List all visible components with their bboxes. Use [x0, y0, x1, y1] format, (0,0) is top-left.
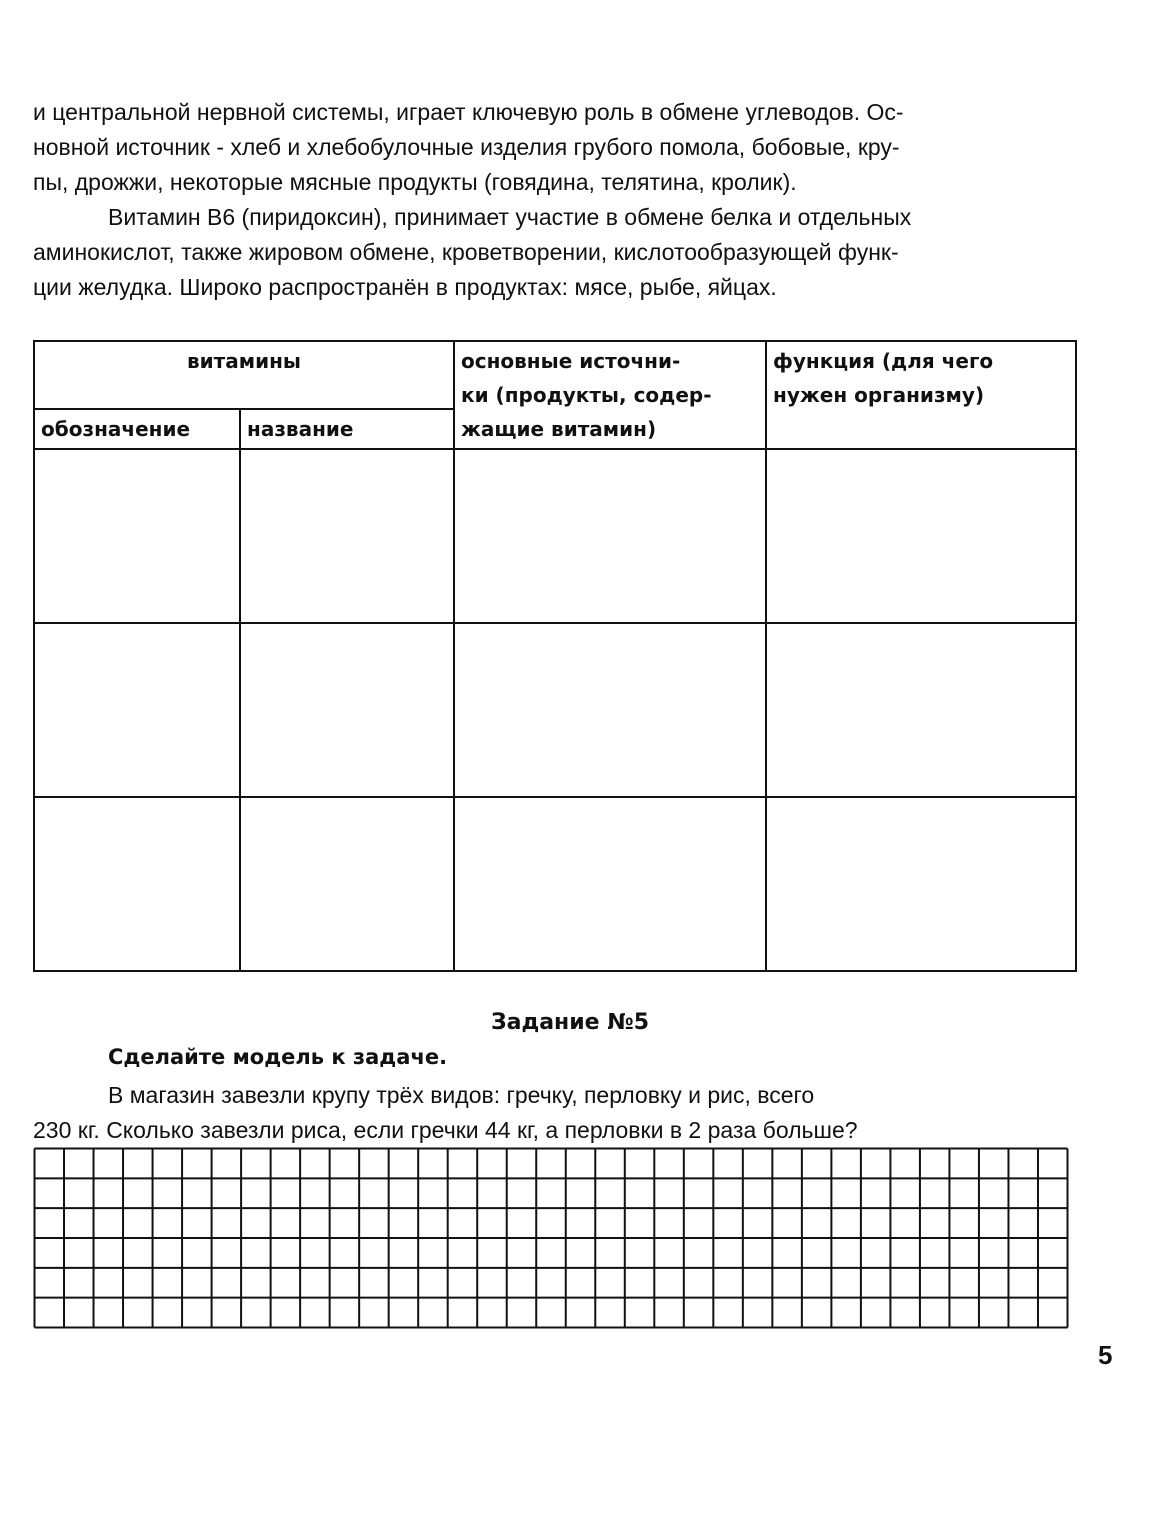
- vitamins-table: [33, 340, 1077, 972]
- header-line: ки (продукты, содер-: [461, 383, 712, 407]
- task-subtitle: Сделайте модель к задаче.: [108, 1045, 448, 1069]
- task-text: [33, 1078, 858, 1148]
- cell[interactable]: [34, 797, 240, 971]
- text-line: 230 кг. Сколько завезли риса, если гречки 44 кг, а перловки в 2 раза больше?: [33, 1117, 858, 1143]
- header-name: название: [240, 409, 454, 449]
- table-row: [34, 449, 1076, 623]
- header-designation: обозначение: [34, 409, 240, 449]
- cell[interactable]: [240, 797, 454, 971]
- header-line: жащие витамин): [461, 417, 657, 441]
- header-function: [766, 341, 1076, 449]
- header-line: основные источни-: [461, 349, 681, 373]
- text-line: ции желудка. Широко распространён в продуктах: мясе, рыбе, яйцах.: [33, 274, 777, 300]
- cell[interactable]: [240, 449, 454, 623]
- task-title: Задание №5: [490, 1010, 650, 1035]
- text-line: новной источник - хлеб и хлебобулочные изделия грубого помола, бобовые, кру-: [33, 134, 900, 160]
- page-number: 5: [1098, 1340, 1113, 1370]
- cell[interactable]: [240, 623, 454, 797]
- cell[interactable]: [454, 797, 766, 971]
- text-line: аминокислот, также жировом обмене, кроветворении, кислотообразующей функ-: [33, 239, 899, 265]
- cell[interactable]: [766, 623, 1076, 797]
- header-sources: [454, 341, 766, 449]
- text-line: В магазин завезли крупу трёх видов: гречку, перловку и рис, всего: [108, 1082, 815, 1108]
- header-line: нужен организму): [773, 383, 985, 407]
- text-line: Витамин B6 (пиридоксин), принимает участие в обмене белка и отдельных: [108, 204, 912, 230]
- squared-grid[interactable]: [33, 1147, 1069, 1329]
- text-line: пы, дрожжи, некоторые мясные продукты (говядина, телятина, кролик).: [33, 169, 797, 195]
- cell[interactable]: [766, 449, 1076, 623]
- cell[interactable]: [454, 623, 766, 797]
- cell[interactable]: [34, 449, 240, 623]
- header-vitamins: витамины: [34, 341, 454, 409]
- cell[interactable]: [34, 623, 240, 797]
- header-line: функция (для чего: [773, 349, 994, 373]
- paragraph-b6: [33, 200, 1083, 305]
- table-row: [34, 797, 1076, 971]
- cell[interactable]: [766, 797, 1076, 971]
- table-row: [34, 623, 1076, 797]
- paragraph-b1: [33, 95, 1083, 200]
- cell[interactable]: [454, 449, 766, 623]
- text-line: и центральной нервной системы, играет ключевую роль в обмене углеводов. Ос-: [33, 99, 904, 125]
